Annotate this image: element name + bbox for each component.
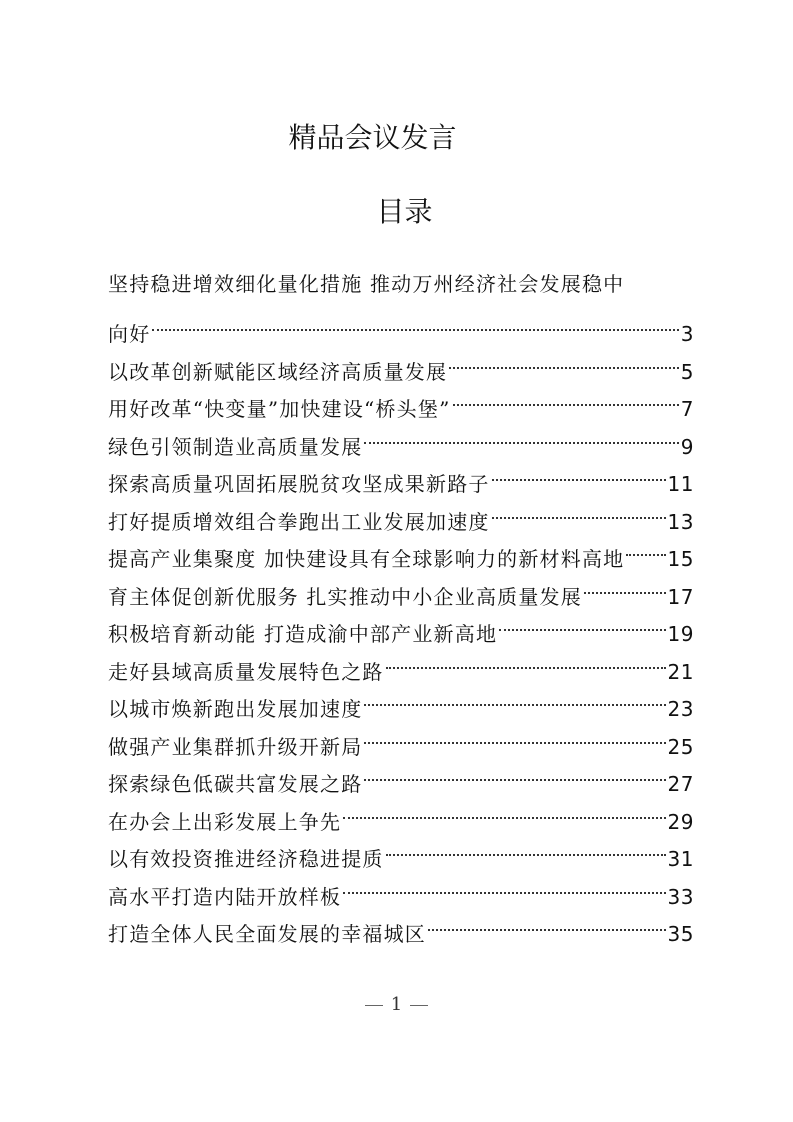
dot-leader (449, 341, 679, 379)
footer-dash-left (365, 1005, 383, 1006)
toc-entry[interactable] (108, 266, 694, 346)
toc-entry-page: 33 (667, 884, 694, 909)
toc-entry-page: 25 (667, 734, 694, 759)
page-number: 1 (390, 994, 403, 1015)
toc-entry-title: 探索高质量巩固拓展脱贫攻坚成果新路子 (108, 472, 490, 496)
toc-entry-page: 3 (680, 322, 694, 346)
toc-entry-page: 23 (667, 697, 694, 721)
dot-leader (428, 904, 666, 942)
toc-entry-page: 17 (667, 584, 694, 609)
document-title: 精品会议发言 (288, 121, 457, 154)
dot-leader (364, 679, 665, 717)
toc-entry-title: 育主体促创新优服务 扎实推动中小企业高质量发展 (108, 584, 582, 609)
dot-leader (364, 754, 665, 792)
toc-entry-title: 打好提质增效组合拳跑出工业发展加速度 (108, 509, 490, 534)
toc-entry-title-continued: 向好 (108, 322, 151, 346)
toc-entry-page: 7 (680, 397, 694, 421)
toc-entry-page: 35 (667, 922, 694, 946)
toc-entry-page: 5 (680, 359, 694, 384)
toc-entry-title: 高水平打造内陆开放样板 (108, 884, 342, 909)
footer-dash-right (410, 1005, 428, 1006)
dot-leader (626, 529, 665, 567)
toc-entry-title: 做强产业集群抓升级开新局 (108, 734, 363, 759)
toc-entry-page: 13 (667, 509, 694, 534)
dot-leader (343, 791, 665, 829)
toc-entry-page: 9 (680, 434, 694, 459)
dot-leader (364, 716, 665, 754)
toc-entry-title: 坚持稳进增效细化量化措施 推动万州经济社会发展稳中 (108, 272, 625, 296)
toc-entry-title: 以城市焕新跑出发展加速度 (108, 697, 363, 721)
dot-leader (386, 829, 666, 867)
toc-entry-title: 走好县域高质量发展特色之路 (108, 659, 384, 684)
page-footer (0, 994, 793, 1015)
toc-entry-page: 21 (667, 659, 694, 684)
toc-entry-title: 提高产业集聚度 加快建设具有全球影响力的新材料高地 (108, 547, 625, 571)
dot-leader (364, 416, 678, 454)
table-of-contents (108, 266, 694, 946)
toc-entry-title: 以改革创新赋能区域经济高质量发展 (108, 359, 448, 384)
toc-entry-title: 在办会上出彩发展上争先 (108, 809, 342, 834)
toc-entry-title: 积极培育新动能 打造成渝中部产业新高地 (108, 622, 498, 646)
dot-leader (386, 641, 666, 679)
toc-entry-title: 以有效投资推进经济稳进提质 (108, 847, 384, 871)
dot-leader (499, 604, 665, 642)
toc-entry-page: 19 (667, 622, 694, 646)
toc-entry-title: 绿色引领制造业高质量发展 (108, 434, 363, 459)
toc-entry-page: 29 (667, 809, 694, 834)
toc-entry-page: 15 (667, 547, 694, 571)
dot-leader (492, 491, 666, 529)
toc-entry-page: 27 (667, 772, 694, 796)
dot-leader (584, 566, 666, 604)
toc-entry-page: 11 (667, 472, 694, 496)
toc-entry-title: 探索绿色低碳共富发展之路 (108, 772, 363, 796)
toc-entry[interactable] (108, 341, 694, 384)
toc-entry-page: 31 (667, 847, 694, 871)
toc-heading: 目录 (376, 195, 433, 228)
dot-leader (343, 866, 665, 904)
dot-leader (453, 379, 679, 417)
toc-entry-title: 用好改革“快变量”加快建设“桥头堡” (108, 397, 451, 421)
dot-leader (152, 304, 678, 342)
dot-leader (492, 454, 666, 492)
toc-entry-title: 打造全体人民全面发展的幸福城区 (108, 922, 426, 946)
